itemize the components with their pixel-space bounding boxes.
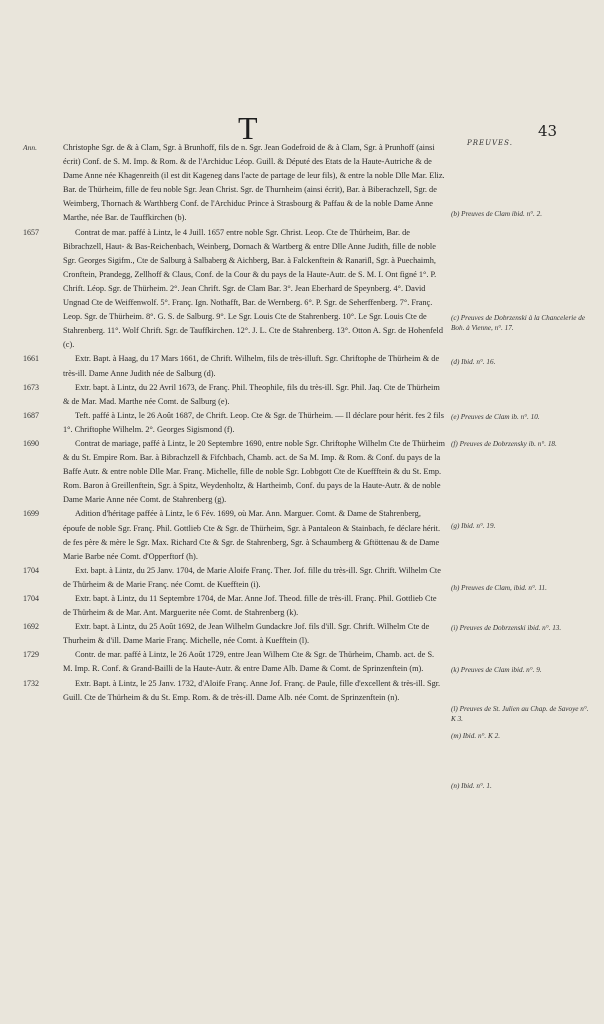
entry-year: 1690 [23, 438, 39, 448]
entry [23, 352, 445, 380]
entry-year: 1661 [23, 354, 39, 364]
genealogy-entries [23, 141, 445, 705]
side-note: (k) Preuves de Clam ibid. n°. 9. [451, 666, 542, 674]
entry-text: Contrat de mariage, paffé à Lintz, le 20 Septembre 1690, entre noble Sgr. Chriftophe Wilhelm Cte de Thürheim & du St. Empire Rom. Bar. à Bibrachzell & Fifchbach, Chamb. act. de Sa M. Imp. & Rom. & Conf. du pays de la Baffe Autr. & entre noble Dlle Mar. Franç. Michelle, fille de noble Sgr. Lobbgott Cte de Kueffftein & du St. Emp. Rom. Baron à Greillenftein, Sgr. à Spitz, Weydenholtz, & Hartheimb, Conf. du pays de la Haute-Autr. & de noble Dame Marie Anne née Comt. de Stahrenberg (g). [63, 438, 445, 505]
entry-text: Teft. paffé à Lintz, le 26 Août 1687, de Chrift. Leop. Cte & Sgr. de Thürheim. — Il déclare pour hérit. fes 2 fils 1°. Chriftophe Wilhelm. 2°. Georges Sigismond (f). [63, 410, 444, 434]
entry-text: Contrat de mar. paffé à Lintz, le 4 Juill. 1657 entre noble Sgr. Christ. Leop. Cte de Thürheim, Bar. de Bibrachzell, Haut- & Bas-Reichenbach, Weinberg, Dornach & Wartberg & entre Dlle Anne Judith, fille de noble Sgr. Georges Sigifm., Cte de Salburg à Salbaberg & Aichberg, Bar. à Falckenftein & Ranariſl, Sgr. à Puechaimh, Cronftein, Prandegg, Zellhoff & Claus, Conf. de la Cour & du pays de la Haute-Autr. de S. M. I. Ont figné 1°. P. Chrift. Léop. Sgr. de Thürheim. 2°. Jean Chrift. Sgr. de Clam Bar. 3°. Jean Eberhard de Speynberg. 4°. David Ungnad Cte de Weiffenwolf. 5°. Franç. Ign. Nothafft, Bar. de Wernberg. 6°. P. Sgr. de Seherffenberg. 7°. Franç. Leop. Sgr. de Thürheim. 8°. G. S. de Salburg. 9°. Le Sgr. Louis Cte de Stahrenberg. 10°. Le Sgr. Louis Cte de Stahrenberg. 11°. Wolf Chrift. Sgr. de Tauffkirchen. 12°. J. L. Cte de Stahrenberg. 13°. Otton A. Sgr. de Hohenfeld (c). [63, 227, 444, 350]
entry-text: Extr. Bapt. à Haag, du 17 Mars 1661, de Chrift. Wilhelm, fils de très-illuft. Sgr. Chriftophe de Thürheim & de très-ill. Dame Anne Judith née de Salburg (d). [63, 354, 440, 378]
entry [23, 677, 445, 705]
preuves-column-label: PREUVES. [467, 139, 513, 147]
entry-year: 1687 [23, 410, 39, 420]
entry-text: Extr. Bapt. à Lintz, le 25 Janv. 1732, d'Aloife Franç. Anne Jof. Franç. de Paule, fille d'excellent & très-ill. Sgr. Guill. Cte de Thürheim & du St. Emp. Rom. & de très-ill. Dame Alb. née Comt. de Sprinzenftein (n). [63, 678, 441, 702]
entry-text: Adition d'héritage paffée à Lintz, le 6 Fév. 1699, où Mar. Ann. Marguer. Comt. & Dame de Stahrenberg, époufe de noble Sgr. Franç. Phil. Gottlieb Cte & Sgr. de Thürheim, Sgr. à Pantaleon & Stainbach, fe déclare hérit. de fes père & mère le Sgr. Max. Richard Cte & Sgr. de Stahrenberg, Sgr. à Schaumberg & Gftöttenau & de Dame Marie Barbe née Comt. d'Opperftorf (h). [63, 509, 441, 561]
entry-text: Extr. bapt. à Lintz, du 11 Septembre 1704, de Mar. Anne Jof. Theod. fille de très-ill. Franç. Phil. Gottlieb Cte de Thürheim & de Mar. Ant. Marguerite née Comt. de Stahrenberg (k). [63, 594, 437, 618]
side-note: (f) Preuves de Dobrzensky ib. n°. 18. [451, 440, 557, 448]
entry-year: Ann. [23, 143, 37, 152]
entry [23, 648, 445, 676]
entry-year: 1729 [23, 650, 39, 660]
entry-year: 1704 [23, 594, 39, 603]
side-note: (n) Ibid. n°. 1. [451, 782, 492, 790]
side-note: (d) Ibid. n°. 16. [451, 358, 496, 366]
entry-year: 1699 [23, 509, 39, 519]
side-note: (c) Preuves de Dobrzenski à la Chancelerie de Boh. à Vienne, n°. 17. [451, 314, 586, 332]
entry [23, 620, 445, 648]
section-letter: T [238, 110, 258, 146]
entry [23, 409, 445, 437]
side-note: (h) Preuves de Clam, ibid. n°. 11. [451, 584, 547, 592]
entry-year: 1673 [23, 382, 39, 392]
entry [23, 141, 445, 226]
side-note: (l) Preuves de St. Julien au Chap. de Savoye n°. K 3. [451, 705, 589, 723]
entry-year: 1704 [23, 565, 39, 575]
entry [23, 381, 445, 409]
side-note: (i) Preuves de Dobrzenski ibid. n°. 13. [451, 624, 562, 632]
entry-text: Ext. bapt. à Lintz, du 25 Janv. 1704, de Marie Aloife Franç. Ther. Jof. fille du très-ill. Sgr. Chrift. Wilhelm Cte de Thürheim & de Marie Franç. née Comt. de Kuefftein (i). [63, 565, 441, 589]
entry-text: Extr. bapt. à Lintz, du 25 Août 1692, de Jean Wilhelm Gundackre Jof. fils d'ill. Sgr. Chrift. Wilhelm Cte de Thurheim & d'ill. Dame Marie Franç. Michelle, née Comt. à Kuefftein (l). [63, 622, 430, 646]
side-note: (e) Preuves de Clam ib. n°. 10. [451, 413, 540, 421]
entry-year: 1692 [23, 622, 39, 632]
entry-year: 1657 [23, 227, 39, 237]
page-number: 43 [538, 122, 558, 140]
entry [23, 592, 445, 620]
side-note: (b) Preuves de Clam ibid. n°. 2. [451, 210, 543, 218]
entry [23, 564, 445, 592]
entry [23, 437, 445, 507]
entry-text: Contr. de mar. paffé à Lintz, le 26 Août 1729, entre Jean Wilhem Cte & Sgr. de Thürheim, Chamb. act. de S. M. Imp. R. Conf. & Grand-Bailli de la Haute-Autr. & entre Dame Alb. Dame & Comt. de Sprinzenftein (m). [63, 650, 435, 674]
entry-text: Christophe Sgr. de & à Clam, Sgr. à Brunhoff, fils de n. Sgr. Jean Godefroid de & à Clam, Sgr. à Prunhoff (ainsi écrit) Conf. de S. M. Imp. & Rom. & de l'Archiduc Léop. Guill. & Député des Etats de la Haute-Autriche & de Dame Anne née Khagenreith (il est dit Kageneg dans l'acte de partage de leur fils), & entre la noble Dlle Mar. Eliz. Bar. de Thürheim, fille de feu noble Sgr. Jean Christ. Sgr. de Thurnheim (ainsi écrit), Bar. à Biberachzell, Sgr. de Weimberg, Thornach & Warthberg Conf. de l'Archiduc Prince à Strasbourg & Paffau & de la noble Dame Anne Marthe, née Bar. de Tauffkirchen (b). [63, 143, 445, 223]
side-note: (m) Ibid. n°. K 2. [451, 732, 500, 740]
side-note: (g) Ibid. n°. 19. [451, 522, 496, 530]
entry [23, 226, 445, 353]
entry-year: 1732 [23, 678, 39, 688]
entry [23, 507, 445, 563]
entry-text: Extr. bapt. à Lintz, du 22 Avril 1673, de Franç. Phil. Theophile, fils du très-ill. Sgr. Phil. Jaq. Cte de Thürheim & de Mar. Mad. Marthe née Comt. de Salburg (e). [63, 382, 440, 406]
